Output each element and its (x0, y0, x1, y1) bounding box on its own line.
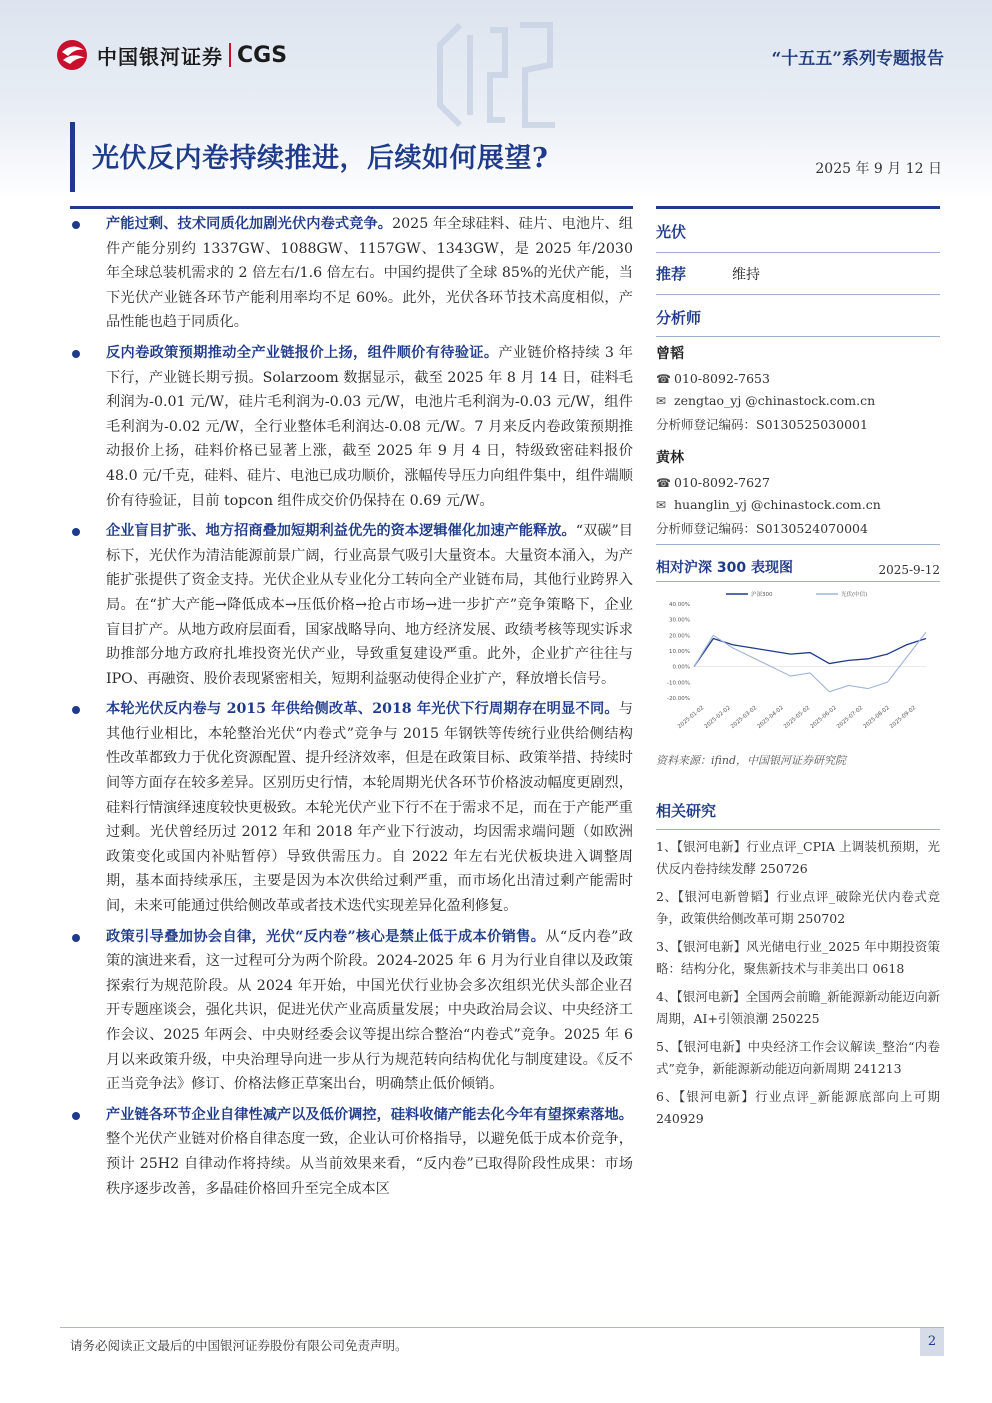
bullet-lead: 政策引导叠加协会自律，光伏“反内卷”核心是禁止低于成本价销售。 (106, 928, 546, 945)
chart-date: 2025-9-12 (878, 563, 940, 577)
research-section-title: 相关研究 (656, 802, 717, 820)
analyst-section-title: 分析师 (656, 309, 702, 327)
logo-separator (229, 43, 231, 67)
report-date: 2025 年 9 月 12 日 (815, 161, 942, 177)
analyst-card (656, 343, 940, 433)
industry-label: 光伏 (656, 223, 687, 241)
chart-source: 资料来源：ifind，中国银河证券研究院 (656, 754, 846, 767)
research-item[interactable]: 6、【银河电新】行业点评_新能源底部向上可期 240929 (656, 1089, 940, 1126)
rating-label: 推荐 (656, 265, 687, 283)
bullet-point (70, 212, 633, 335)
bullet-dot-icon (72, 934, 80, 942)
series-tag: “十五五”系列专题报告 (771, 49, 944, 69)
x-tick-label: 2025-06-02 (809, 704, 838, 731)
bullet-text: “双碳”目标下，光伏作为清洁能源前景广阔，行业高景气吸引大量资本。大量资本涌入，为产能扩张提供了资金支持。光伏企业从专业化分工转向全产业链布局，其他行业跨界入局。在“扩大产能→降低成本→压低价格→抢占市场→进一步扩产”竞争策略下，企业盲目扩产。从地方政府层面看，国家战略导向、地方经济发展、政绩考核等现实诉求助推部分地方政府扎堆投资光伏产业，导致重复建设严重。此外，企业扩产往往与 IPO、再融资、股价表现紧密相关，短期利益驱动使得企业扩产，释放增长信号。 (106, 523, 633, 687)
bullet-dot-icon (72, 706, 80, 714)
y-tick-label: 40.00% (669, 602, 690, 608)
left-top-rule (70, 206, 633, 209)
bullet-point (70, 925, 633, 1097)
analyst-name: 黄林 (656, 450, 684, 466)
analyst-email[interactable]: ✉ zengtao_yj @chinastock.com.cn (656, 393, 876, 408)
phone-icon: ☎ (656, 475, 671, 490)
page-number: 2 (920, 1328, 944, 1356)
series-line-1 (694, 632, 926, 692)
bullet-text: 整个光伏产业链对价格自律态度一致，企业认可价格指导，以避免低于成本价竞争，预计 25H2 自律动作将持续。从当前效果来看，“反内卷”已取得阶段性成果：市场秩序逐步改善，多晶硅价格回升至完全成本区 (106, 1131, 633, 1197)
divider (656, 336, 940, 337)
rating-row (656, 253, 940, 294)
bullet-dot-icon (72, 528, 80, 536)
logo-emblem-icon (55, 38, 91, 72)
research-item[interactable]: 2、【银河电新曾韬】行业点评_破除光伏内卷式竞争，政策供给侧改革可期 250702 (656, 889, 940, 926)
bullet-point (70, 341, 633, 513)
legend-label: 沪深300 (751, 592, 773, 598)
title-accent-bar (70, 122, 75, 192)
research-item[interactable]: 3、【银河电新】风光储电行业_2025 年中期投资策略：结构分化，聚焦新技术与非美出口 0618 (656, 939, 940, 976)
chart-title: 相对沪深 300 表现图 (656, 560, 793, 576)
bullet-point (70, 1103, 633, 1201)
bullet-dot-icon (72, 1112, 80, 1120)
y-tick-label: 20.00% (669, 633, 690, 640)
x-tick-label: 2025-02-02 (703, 704, 732, 731)
footer-disclaimer: 请务必阅读正文最后的中国银河证券股份有限公司免责声明。 (70, 1338, 408, 1353)
bullet-text: 产业链价格持续 3 年下行，产业链长期亏损。Solarzoom 数据显示，截至 2025 年 8 月 14 日，硅料毛利润为-0.01 元/W，硅片毛利润为-0.03 元/W，电池片毛利润为-0.03 元/W，组件毛利润为-0.02 元/W，全行业整体毛利润达-0.08 元/W。7 月来反内卷政策预期推动报价上扬，硅料价格已显著上涨，截至 2025 年 9 月 4 日，特级致密硅料报价 48.0 元/千克，硅料、硅片、电池已成功顺价，涨幅传导压力向组件集中，组件端顺价有待验证，目前 topcon 组件成交价仍保持在 0.69 元/W。 (106, 344, 633, 509)
mail-icon: ✉ (656, 393, 667, 408)
bullet-text: 与其他行业相比，本轮整治光伏“内卷式”竞争与 2015 年钢铁等传统行业供给侧结构性改革都致力于优化资源配置、提升经济效率，但是在政策目标、政策举措、持续时间等方面存在较多差异。区别历史行情，本轮周期光伏各环节价格波动幅度更剧烈，硅料行情演绎速度较快更极致。本轮光伏产业下行不在于需求不足，而在于产能严重过剩。光伏曾经历过 2012 年和 2018 年产业下行波动，均因需求端问题（如欧洲政策变化或国内补贴暂停）导致供需压力。自 2022 年左右光伏板块进入调整周期，基本面持续承压，主要是因为本次供给过剩严重，而市场化出清过剩产能需时间，未来可能通过供给侧改革或者技术迭代实现差异化盈利修复。 (106, 701, 633, 915)
footer-rule (60, 1327, 944, 1328)
bullet-dot-icon (72, 350, 80, 358)
bullet-lead: 产业链各环节企业自律性减产以及低价调控，硅料收储产能去化今年有望探索落地。 (106, 1106, 633, 1123)
phone-icon: ☎ (656, 371, 671, 386)
y-tick-label: -10.00% (667, 680, 690, 687)
y-tick-label: 30.00% (669, 617, 690, 624)
x-tick-label: 2025-07-02 (835, 704, 865, 731)
bullet-dot-icon (72, 221, 80, 229)
main-content (70, 212, 633, 1207)
analyst-email[interactable]: ✉ huanglin_yj @chinastock.com.cn (656, 497, 881, 512)
analyst-card (656, 447, 940, 537)
research-item[interactable]: 1、【银河电新】行业点评_CPIA 上调装机预期，光伏反内卷持续发酵 250726 (656, 839, 940, 876)
bullet-point (70, 697, 633, 918)
y-tick-label: 0.00% (672, 664, 690, 671)
logo-en-text: CGS (237, 42, 288, 68)
bullet-lead: 本轮光伏反内卷与 2015 年供给侧改革、2018 年光伏下行周期存在明显不同。 (106, 701, 619, 718)
bullet-point (70, 519, 633, 691)
divider (656, 544, 940, 545)
x-tick-label: 2025-03-02 (729, 704, 759, 731)
rating-value: 维持 (732, 266, 760, 283)
analyst-phone: ☎ 010-8092-7627 (656, 475, 770, 490)
analyst-name: 曾韬 (656, 346, 684, 362)
cgs-watermark (430, 15, 560, 135)
logo-cn-text: 中国银河证券 (97, 44, 223, 69)
analyst-phone: ☎ 010-8092-7653 (656, 371, 770, 386)
bullet-lead: 产能过剩、技术同质化加剧光伏内卷式竞争。 (106, 216, 393, 232)
divider (656, 581, 940, 582)
x-tick-label: 2025-09-02 (888, 704, 918, 731)
mail-icon: ✉ (656, 497, 667, 512)
legend-label: 光伏(中信) (841, 592, 868, 598)
x-tick-label: 2025-08-02 (862, 704, 891, 731)
company-logo (55, 38, 287, 72)
y-tick-label: -20.00% (667, 696, 690, 702)
research-item[interactable]: 4、【银河电新】全国两会前瞻_新能源新动能迈向新周期，AI+引领浪潮 250225 (656, 989, 940, 1026)
bullet-text: 从“反内卷”政策的演进来看，这一过程可分为两个阶段。2024-2025 年 6 月为行业自律以及政策探索行为规范阶段。从 2024 年开始，中国光伏行业协会多次组织光伏头部企业召开专题座谈会，强化共识，促进光伏产业高质量发展；中央政治局会议、中央经济工作会议、2025 年两会、中央财经委会议等提出综合整治“内卷式”竞争。2025 年 6 月以来政策升级，中央治理导向进一步从行为规范转向结构优化与制度建设。《反不正当竞争法》修订、价格法修正草案出台，明确禁止低价倾销。 (106, 928, 633, 1093)
chart-header (656, 557, 940, 581)
bullet-lead: 企业盲目扩张、地方招商叠加短期利益优先的资本逻辑催化加速产能释放。 (106, 523, 576, 540)
page-title: 光伏反内卷持续推进，后续如何展望? (92, 143, 549, 174)
x-tick-label: 2025-04-02 (756, 704, 785, 731)
analyst-registration: 分析师登记编码：S0130525030001 (656, 417, 868, 432)
sidebar (656, 206, 940, 1130)
divider (656, 829, 940, 830)
bullet-text: 2025 年全球硅料、硅片、电池片、组件产能分别约 1337GW、1088GW、1157GW、1343GW，是 2025 年/2030 年全球总装机需求的 2 倍左右/1.6 倍左右。中国约提供了全球 85%的光伏产能，当下光伏产业链各环节产能利用率均不足 60%。此外，光伏各环节技术高度相似，产品性能也趋于同质化。 (106, 216, 633, 331)
y-tick-label: 10.00% (669, 649, 690, 655)
x-tick-label: 2025-01-02 (676, 704, 706, 731)
series-line-0 (694, 638, 926, 666)
research-item[interactable]: 5、【银河电新】中央经济工作会议解读_整治“内卷式”竞争，新能源新动能迈向新周期 241213 (656, 1039, 940, 1076)
performance-chart (656, 586, 940, 746)
bullet-lead: 反内卷政策预期推动全产业链报价上扬，组件顺价有待验证。 (106, 344, 499, 361)
analyst-registration: 分析师登记编码：S0130524070004 (656, 521, 868, 536)
research-list (656, 836, 940, 1130)
x-tick-label: 2025-05-02 (782, 704, 812, 731)
